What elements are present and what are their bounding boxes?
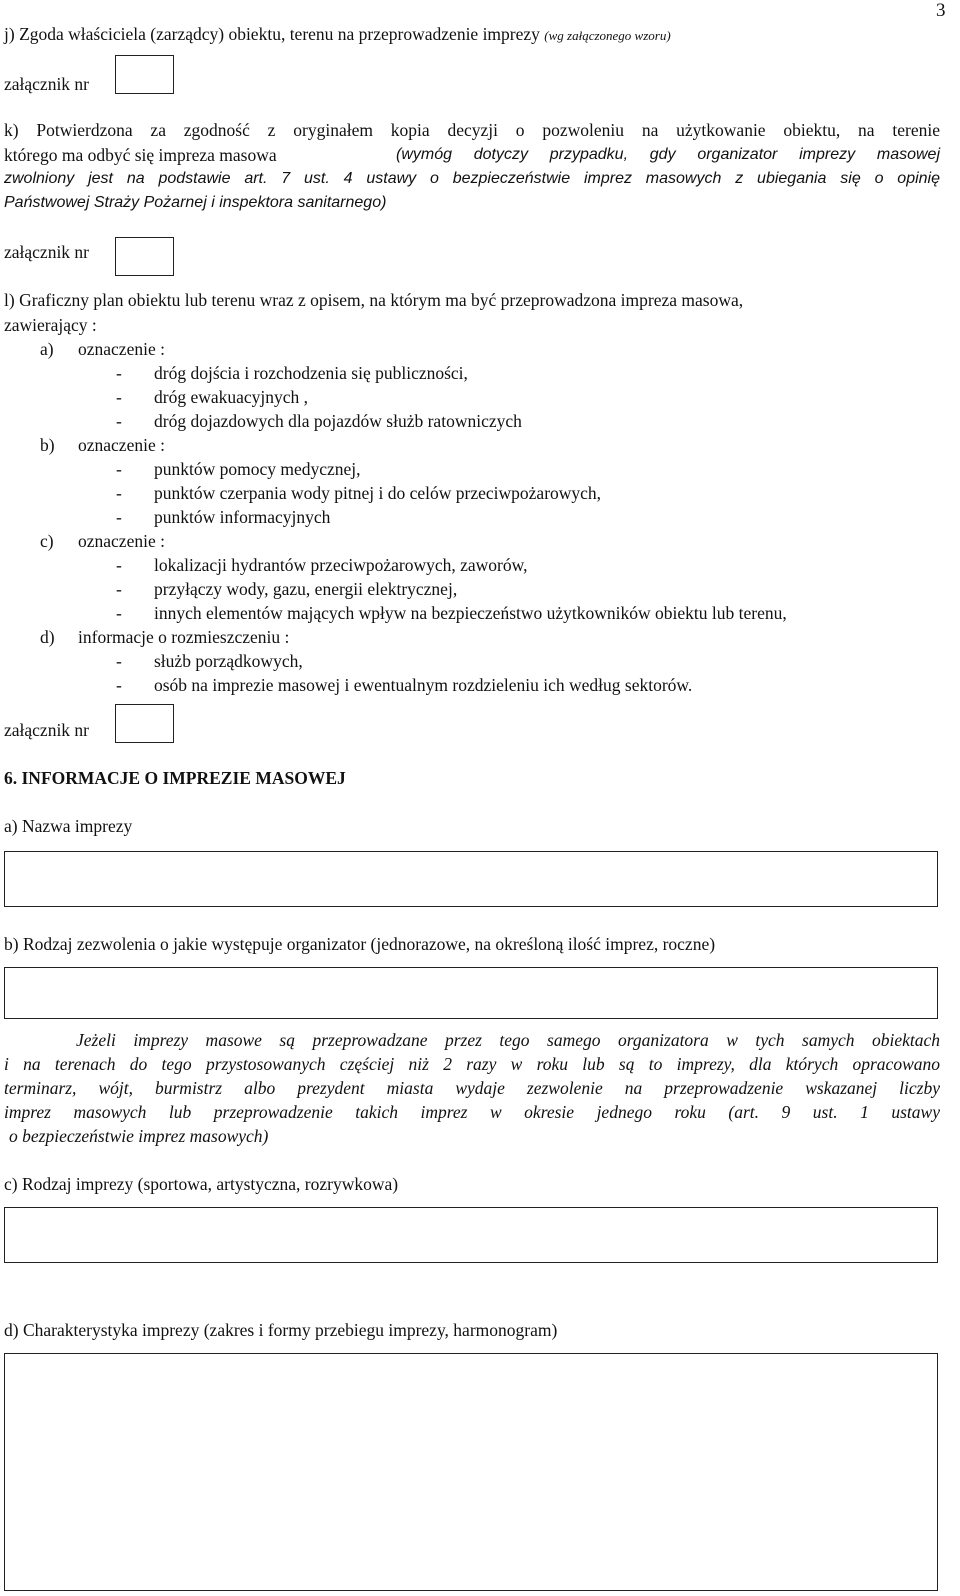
attachment-number-box-j[interactable] xyxy=(115,55,174,94)
attachment-number-box-k[interactable] xyxy=(115,237,174,276)
list-item: punktów czerpania wody pitnej i do celów przeciwpożarowych, xyxy=(154,483,602,503)
item-l-line2: zawierający : xyxy=(4,315,97,335)
note-line-4: imprez masowych lub przeprowadzenie takich imprez w okresie jednego roku (art. 9 ust. 1 ustawy xyxy=(4,1102,940,1122)
item-j-label: j) Zgoda właściciela (zarządcy) obiektu, terenu na przeprowadzenie imprezy xyxy=(4,24,540,44)
list-item: punktów pomocy medycznej, xyxy=(154,459,361,479)
item-k-line4: Państwowej Straży Pożarnej i inspektora sanitarnego) xyxy=(4,194,387,211)
group-c-label: c) xyxy=(40,531,54,551)
section6-heading: 6. INFORMACJE O IMPREZIE MASOWEJ xyxy=(4,768,346,788)
list-item: lokalizacji hydrantów przeciwpożarowych, zaworów, xyxy=(154,555,528,575)
item-j-note: (wg załączonego wzoru) xyxy=(544,28,671,43)
field-d-label: d) Charakterystyka imprezy (zakres i formy przebiegu imprezy, harmonogram) xyxy=(4,1320,558,1340)
group-a-title: oznaczenie : xyxy=(78,339,165,359)
field-a-label: a) Nazwa imprezy xyxy=(4,816,133,836)
event-name-input[interactable] xyxy=(4,851,938,907)
list-item: służb porządkowych, xyxy=(154,651,303,671)
note-line-3: terminarz, wójt, burmistrz albo prezydent miasta wydaje zezwolenie na przeprowadzenie wskazanej liczby xyxy=(4,1078,940,1098)
list-dash: - xyxy=(116,483,122,503)
list-item: przyłączy wody, gazu, energii elektrycznej, xyxy=(154,579,458,599)
group-b-label: b) xyxy=(40,435,55,455)
list-item: dróg ewakuacyjnych , xyxy=(154,387,309,407)
list-dash: - xyxy=(116,411,122,431)
item-k-line3: zwolniony jest na podstawie art. 7 ust. 4 ustawy o bezpieczeństwie imprez masowych z ubiegania się o opinię xyxy=(4,170,940,187)
attachment-number-box-l[interactable] xyxy=(115,704,174,743)
list-dash: - xyxy=(116,507,122,527)
list-dash: - xyxy=(116,363,122,383)
list-dash: - xyxy=(116,651,122,671)
page-number: 3 xyxy=(936,0,946,21)
list-dash: - xyxy=(116,675,122,695)
group-d-label: d) xyxy=(40,627,55,647)
item-l-line1: l) Graficzny plan obiektu lub terenu wraz z opisem, na którym ma być przeprowadzona impreza masowa, xyxy=(4,290,744,310)
list-item: dróg dojścia i rozchodzenia się publiczności, xyxy=(154,363,468,383)
attachment-label-k: załącznik nr xyxy=(4,242,90,262)
group-a-label: a) xyxy=(40,339,54,359)
list-dash: - xyxy=(116,555,122,575)
item-k-line1: k) Potwierdzona za zgodność z oryginałem kopia decyzji o pozwoleniu na użytkowanie obiektu, na terenie xyxy=(4,120,940,140)
event-type-input[interactable] xyxy=(4,1207,938,1263)
field-b-label: b) Rodzaj zezwolenia o jakie występuje organizator (jednorazowe, na określoną ilość imprez, roczne) xyxy=(4,934,716,954)
field-c-label: c) Rodzaj imprezy (sportowa, artystyczna, rozrywkowa) xyxy=(4,1174,399,1194)
group-c-title: oznaczenie : xyxy=(78,531,165,551)
group-d-title: informacje o rozmieszczeniu : xyxy=(78,627,290,647)
list-dash: - xyxy=(116,603,122,623)
item-k-line2a: którego ma odbyć się impreza masowa xyxy=(4,145,277,165)
list-item: osób na imprezie masowej i ewentualnym rozdzieleniu ich według sektorów. xyxy=(154,675,693,695)
note-line-5: o bezpieczeństwie imprez masowych) xyxy=(9,1126,269,1146)
permit-type-input[interactable] xyxy=(4,967,938,1019)
attachment-label-l: załącznik nr xyxy=(4,720,90,740)
list-item: innych elementów mających wpływ na bezpieczeństwo użytkowników obiektu lub terenu, xyxy=(154,603,787,623)
list-dash: - xyxy=(116,387,122,407)
item-j-text xyxy=(4,24,671,45)
list-dash: - xyxy=(116,579,122,599)
attachment-label-j: załącznik nr xyxy=(4,74,90,94)
list-dash: - xyxy=(116,459,122,479)
list-item: punktów informacyjnych xyxy=(154,507,331,527)
list-item: dróg dojazdowych dla pojazdów służb ratowniczych xyxy=(154,411,522,431)
group-b-title: oznaczenie : xyxy=(78,435,165,455)
note-line-1: Jeżeli imprezy masowe są przeprowadzane przez tego samego organizatora w tych samych obiektach xyxy=(76,1030,940,1050)
note-line-2: i na terenach do tego przystosowanych częściej niż 2 razy w roku lub są to imprezy, dla których opracowano xyxy=(4,1054,940,1074)
event-description-input[interactable] xyxy=(4,1353,938,1591)
item-k-line2b: (wymóg dotyczy przypadku, gdy organizator imprezy masowej xyxy=(396,146,940,163)
